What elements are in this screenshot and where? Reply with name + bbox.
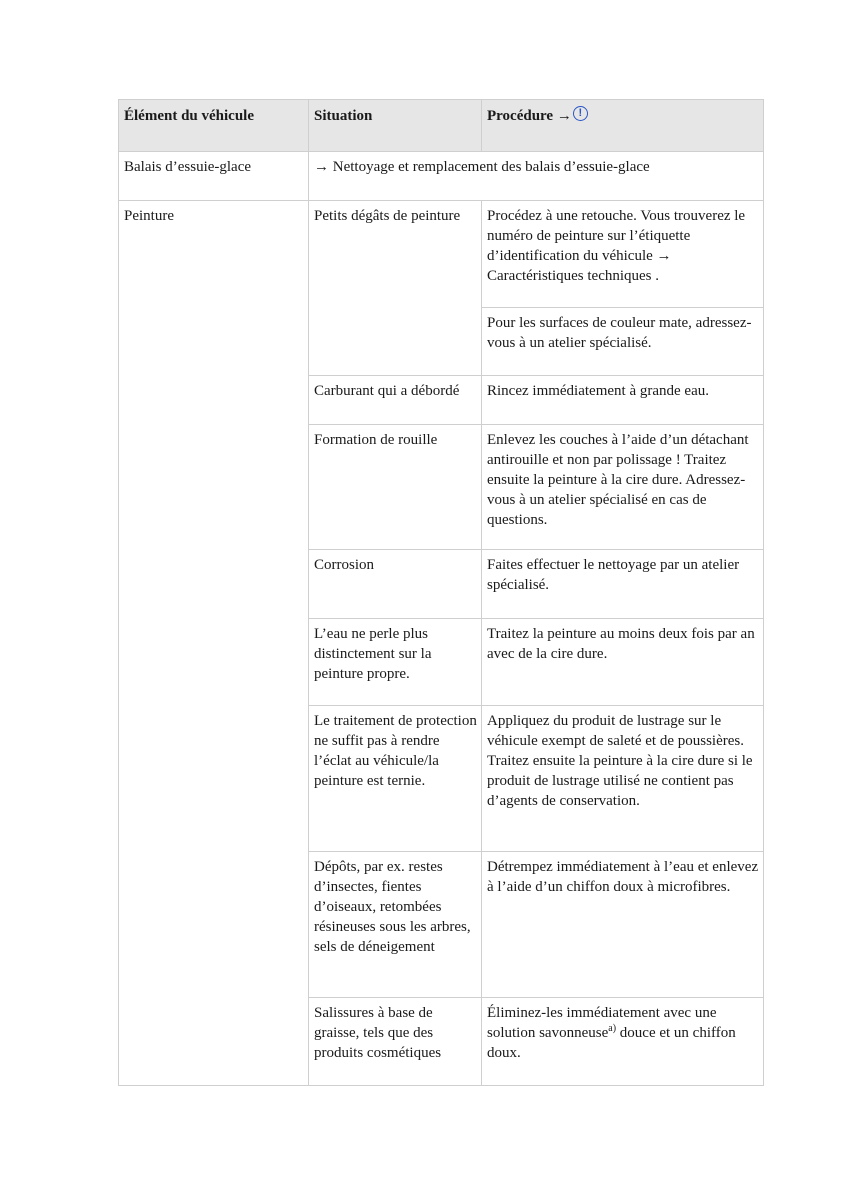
situation-cell: Le traitement de protection ne suffit pas à rendre l’éclat au véhicule/la peinture est ternie. [309, 706, 482, 852]
situation-cell: L’eau ne perle plus distinctement sur la peinture propre. [309, 619, 482, 706]
element-wipers: Balais d’essuie-glace [119, 152, 309, 201]
wipers-link[interactable]: → Nettoyage et remplacement des balais d’essuie-glace [309, 152, 764, 201]
situation-cell: Dépôts, par ex. restes d’insectes, fientes d’oiseaux, retombées résineuses sous les arbres, sels de déneigement [309, 852, 482, 998]
header-element: Élément du véhicule [119, 100, 309, 152]
situation-cell: Formation de rouille [309, 425, 482, 550]
procedure-cell: Procédez à une retouche. Vous trouverez le numéro de peinture sur l’étiquette d’identification du véhicule → Caractéristiques techniques . [482, 201, 764, 308]
situation-cell: Petits dégâts de peinture [309, 201, 482, 376]
procedure-cell: Rincez immédiatement à grande eau. [482, 376, 764, 425]
warning-circle-icon: ! [573, 106, 588, 121]
situation-cell: Corrosion [309, 550, 482, 619]
procedure-cell: Traitez la peinture au moins deux fois par an avec de la cire dure. [482, 619, 764, 706]
procedure-cell: Faites effectuer le nettoyage par un atelier spécialisé. [482, 550, 764, 619]
situation-cell: Salissures à base de graisse, tels que des produits cosmétiques [309, 998, 482, 1086]
procedure-cell: Appliquez du produit de lustrage sur le véhicule exempt de saleté et de poussières. Traitez ensuite la peinture à la cire dure si le produit de lustrage utilisé ne contient pas d’agents de conservation. [482, 706, 764, 852]
situation-cell: Carburant qui a débordé [309, 376, 482, 425]
procedure-cell: Détrempez immédiatement à l’eau et enlevez à l’aide d’un chiffon doux à microfibres. [482, 852, 764, 998]
procedure-cell: Enlevez les couches à l’aide d’un détachant antirouille et non par polissage ! Traitez ensuite la peinture à la cire dure. Adressez-vous à un atelier spécialisé en cas de questions. [482, 425, 764, 550]
vehicle-care-table [118, 99, 764, 1086]
header-procedure-label: Procédure → [487, 108, 572, 124]
table-row [119, 152, 764, 201]
procedure-text: Éliminez-les immédiatement avec une solution savonneuse [487, 1005, 717, 1041]
procedure-cell: Pour les surfaces de couleur mate, adressez-vous à un atelier spécialisé. [482, 308, 764, 376]
procedure-cell [482, 998, 764, 1086]
footnote-marker: a) [608, 1023, 617, 1034]
table-row [119, 201, 764, 308]
element-paint: Peinture [119, 201, 309, 1086]
table-header-row [119, 100, 764, 152]
header-situation: Situation [309, 100, 482, 152]
header-procedure [482, 100, 764, 152]
procedure-text: douce et un chiffon doux. [487, 1025, 736, 1061]
